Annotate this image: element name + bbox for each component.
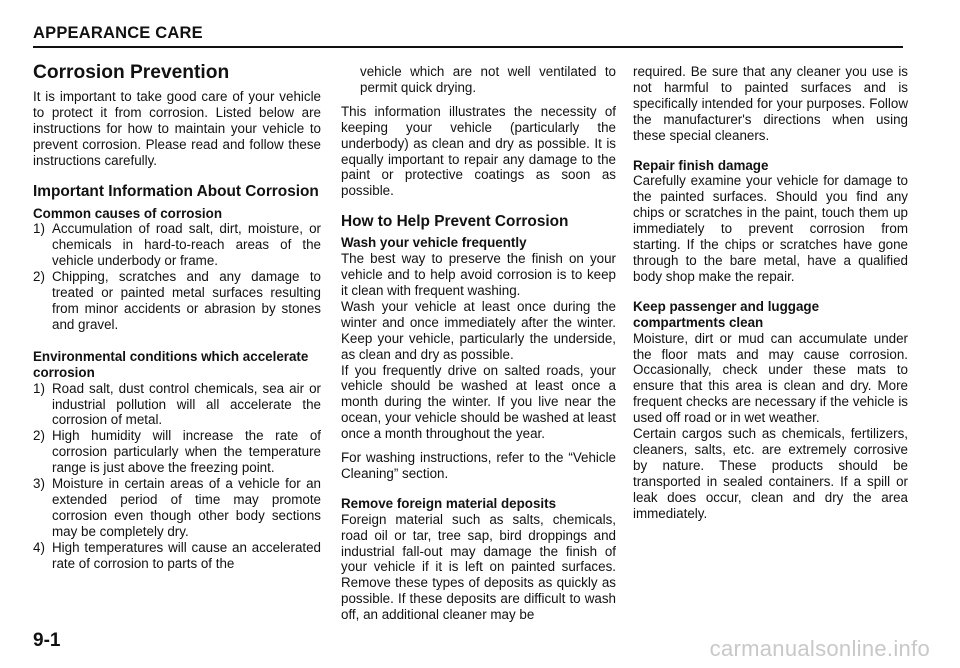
- list-item: 4) High temperatures will cause an accelerated rate of corrosion to parts of the: [33, 539, 321, 571]
- repair-paragraph: Carefully examine your vehicle for damage to the painted surfaces. Should you find any chips or scratches in the paint, touch them up immediately to prevent corrosion from starting. If the chips or scratches have gone through to the bare metal, have a qualified body shop make the repair.: [633, 173, 908, 284]
- wash-paragraph-2: Wash your vehicle at least once during the winter and once immediately after the winter. Keep your vehicle, particularly the underside, as clean and dry as possible.: [341, 298, 616, 362]
- causes-heading: Common causes of corrosion: [33, 205, 222, 221]
- list-item: 2) High humidity will increase the rate of corrosion particularly when the temperature range is just above the freezing point.: [33, 428, 321, 476]
- necessity-paragraph: This information illustrates the necessity of keeping your vehicle (particularly the underbody) as clean and dry as possible. It is equally important to repair any damage to the paint or protective coatings as soon as possible.: [341, 103, 616, 199]
- wash-heading: Wash your vehicle frequently: [341, 235, 527, 251]
- intro-paragraph: It is important to take good care of your vehicle to protect it from corrosion. Listed below are instructions for how to maintain your vehicle to prevent corrosion. Please read and follow these instructions carefully.: [33, 89, 321, 168]
- watermark: carmanualsonline.info: [709, 636, 930, 661]
- page-title: Corrosion Prevention: [33, 62, 230, 83]
- info-heading: Important Information About Corrosion: [33, 182, 319, 200]
- keep-clean-paragraph-1: Moisture, dirt or mud can accumulate under the floor mats and may cause corrosion. Occasionally, check under these mats to ensure that this area is clean and dry. More frequent checks are necessary if the vehicle is used off road or in wet weather.: [633, 330, 908, 426]
- wash-paragraph-3: If you frequently drive on salted roads, your vehicle should be washed at least once a month during the winter. If you live near the ocean, your vehicle should be washed at least once a month throughout the year.: [341, 362, 616, 442]
- page-number: 9-1: [33, 630, 61, 651]
- env-list: [33, 381, 321, 572]
- column-2: [341, 64, 616, 623]
- list-item: 1) Accumulation of road salt, dirt, moisture, or chemicals in hard-to-reach areas of the vehicle underbody or frame.: [33, 221, 321, 269]
- wash-paragraph-4: For washing instructions, refer to the “Vehicle Cleaning” section.: [341, 450, 616, 481]
- list-item: 1) Road salt, dust control chemicals, sea air or industrial pollution will all accelerate the corrosion of metal.: [33, 380, 321, 428]
- causes-list: [33, 221, 321, 332]
- column-1: [33, 62, 321, 571]
- env-heading: Environmental conditions which accelerate corrosion: [33, 348, 309, 380]
- help-heading: How to Help Prevent Corrosion: [341, 213, 569, 231]
- header-rule: [33, 46, 903, 48]
- cleaner-paragraph: required. Be sure that any cleaner you use is not harmful to painted surfaces and is specifically intended for your purposes. Follow the manufacturer's directions when using these special cleaners.: [633, 64, 908, 143]
- continued-paragraph: vehicle which are not well ventilated to permit quick drying.: [360, 64, 616, 95]
- list-item: 2) Chipping, scratches and any damage to treated or painted metal surfaces resulting from minor accidents or abrasion by stones and gravel.: [33, 269, 321, 332]
- section-header: APPEARANCE CARE: [33, 24, 203, 42]
- keep-clean-heading: Keep passenger and luggage compartments clean: [633, 298, 820, 330]
- deposits-paragraph: Foreign material such as salts, chemicals, road oil or tar, tree sap, bird droppings and industrial fall-out may damage the finish of your vehicle if it is left on painted surfaces. Remove these types of deposits as quickly as possible. If these deposits are difficult to wash off, an additional cleaner may be: [341, 511, 616, 623]
- column-3: [633, 64, 908, 521]
- wash-paragraph-1: The best way to preserve the finish on your vehicle and to help avoid corrosion is to keep it clean with frequent washing.: [341, 251, 616, 298]
- repair-heading: Repair finish damage: [633, 157, 769, 173]
- list-item: 3) Moisture in certain areas of a vehicle for an extended period of time may promote corrosion even though other body sections may be completely dry.: [33, 476, 321, 539]
- keep-clean-paragraph-2: Certain cargos such as chemicals, fertilizers, cleaners, salts, etc. are extremely corrosive by nature. These products should be transported in sealed containers. If a spill or leak does occur, clean and dry the area immediately.: [633, 426, 908, 521]
- deposits-heading: Remove foreign material deposits: [341, 495, 557, 511]
